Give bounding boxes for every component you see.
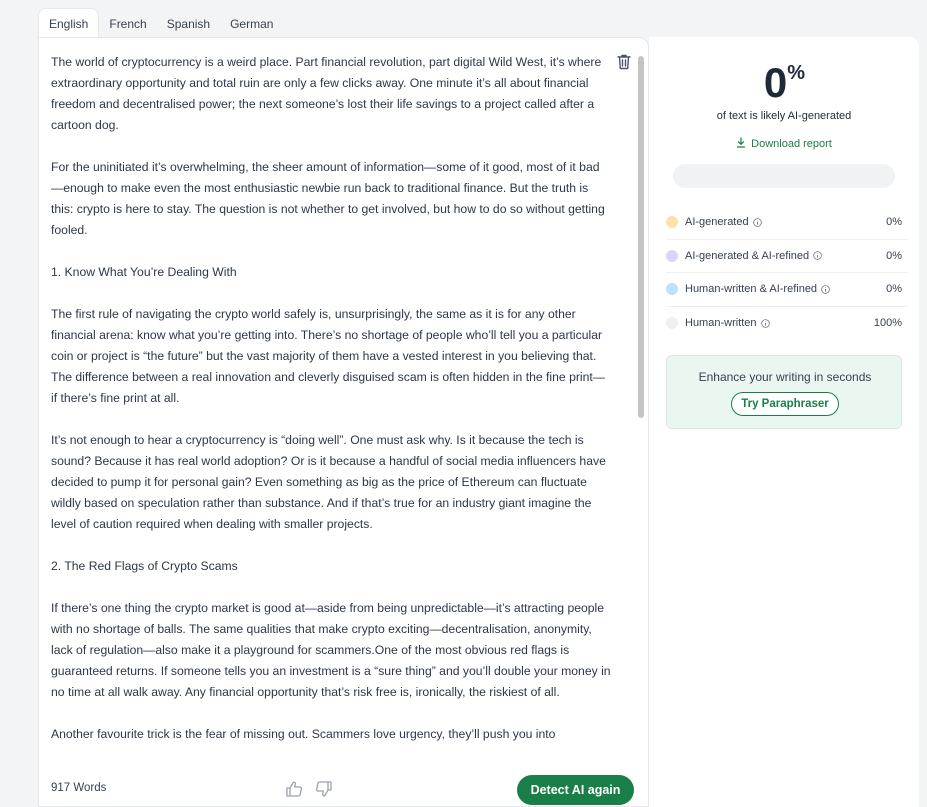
human-written-dot [666, 317, 678, 329]
editor-footer [39, 762, 648, 807]
tab-german[interactable]: German [230, 17, 274, 31]
paragraph-heading: 1. Know What You’re Dealing With [51, 265, 237, 279]
legend-row-human-written-ai-refined [666, 273, 908, 307]
info-icon[interactable] [813, 251, 822, 260]
legend-label: AI-generated [685, 216, 749, 229]
tab-english[interactable]: English [38, 8, 99, 38]
ai-percentage [649, 59, 919, 107]
paragraph: It’s not enough to hear a cryptocurrency is “doing well”. One must ask why. Is it because the tech is sound? Because it has real world adoption? Or is it because a handful of social media influencers have decided to pump it for personal gain? Even something as big as the price of Ethereum can fluctuate wildly based on speculation rather than substance. And if that’s true for an industry giant imagine the level of caution required when dealing with smaller projects. [51, 433, 606, 531]
legend-value: 0% [886, 249, 902, 262]
legend-row-human-written [666, 307, 908, 341]
paragraph: For the uninitiated it’s overwhelming, the sheer amount of information—some of it good, most of it bad—enough to make even the most enthusiastic newbie run back to traditional finance. But the truth is this: crypto is here to stay. The question is not whether to get involved, but how to do so without getting fooled. [51, 160, 605, 237]
legend-value: 100% [873, 317, 902, 330]
tab-french[interactable]: French [109, 17, 147, 31]
language-tabs [38, 8, 283, 38]
percent-symbol: % [787, 62, 805, 84]
paragraph: The world of cryptocurrency is a weird place. Part financial revolution, part digital Wild West, it’s where extraordinary opportunity and total ruin are only a few clicks away. One minute it’s all about financial freedom and decentralised power; the next someone’s lost their life savings to a project called after a cartoon dog. [51, 55, 602, 132]
legend-value: 0% [886, 283, 902, 296]
percent-value: 0 [763, 59, 787, 106]
text-editor[interactable] [51, 52, 611, 764]
download-icon [736, 137, 746, 148]
scrollbar-thumb[interactable] [638, 56, 644, 418]
thumbs-down-icon[interactable] [315, 780, 333, 798]
paragraph: The first rule of navigating the crypto world safely is, unsurprisingly, the same as it is for any other financial arena: know what you’re getting into. There’s no shortage of people who’ll tell you a particular coin or project is “the future” but the vast majority of them have a vested interest in you believing that. The difference between a real innovation and cleverly disguised scam is often hidden in the fine print—if there’s fine print at all. [51, 307, 605, 405]
result-subtitle: of text is likely AI-generated [716, 110, 852, 122]
ai-refined-dot [666, 250, 678, 262]
download-report-label: Download report [751, 138, 832, 150]
legend-row-ai-generated [666, 206, 908, 240]
ai-progress-bar [673, 164, 895, 188]
download-report-link[interactable] [649, 137, 919, 150]
info-icon[interactable] [761, 319, 770, 328]
paragraph: If there’s one thing the crypto market is good at—aside from being unpredictable—it’s attracting people with no shortage of balls. The same qualities that make crypto exciting—decentralisation, anonymity, lack of regulation—also make it a playground for scammers.One of the most obvious red flags is guaranteed returns. If someone tells you an investment is a “sure thing” and you’ll double your money in no time at all walk away. Any financial opportunity that’s risk free is, ironically, the riskiest of all. [51, 601, 611, 699]
paraphraser-promo [666, 355, 902, 429]
paragraph-heading: 2. The Red Flags of Crypto Scams [51, 559, 238, 573]
text-editor-panel [38, 37, 649, 807]
legend-label: Human-written & AI-refined [685, 283, 818, 296]
ai-generated-dot [666, 216, 678, 228]
trash-icon[interactable] [617, 54, 631, 70]
paragraph: Another favourite trick is the fear of missing out. Scammers love urgency, they’ll push you into [51, 727, 556, 741]
legend-label: Human-written [685, 317, 757, 330]
detect-ai-button[interactable]: Detect AI again [517, 775, 634, 805]
promo-text: Enhance your writing in seconds [698, 370, 872, 384]
human-refined-dot [666, 283, 678, 295]
result-legend [666, 206, 908, 340]
results-panel [649, 37, 919, 807]
tab-spanish[interactable]: Spanish [166, 17, 211, 31]
legend-row-ai-generated-ai-refined [666, 240, 908, 274]
legend-value: 0% [886, 216, 902, 229]
legend-label: AI-generated & AI-refined [685, 249, 810, 262]
info-icon[interactable] [821, 285, 830, 294]
info-icon[interactable] [753, 218, 762, 227]
word-count: 917 Words [51, 782, 107, 794]
thumbs-up-icon[interactable] [285, 780, 303, 798]
try-paraphraser-button[interactable]: Try Paraphraser [731, 392, 839, 416]
editor-scrollbar[interactable] [637, 52, 645, 774]
